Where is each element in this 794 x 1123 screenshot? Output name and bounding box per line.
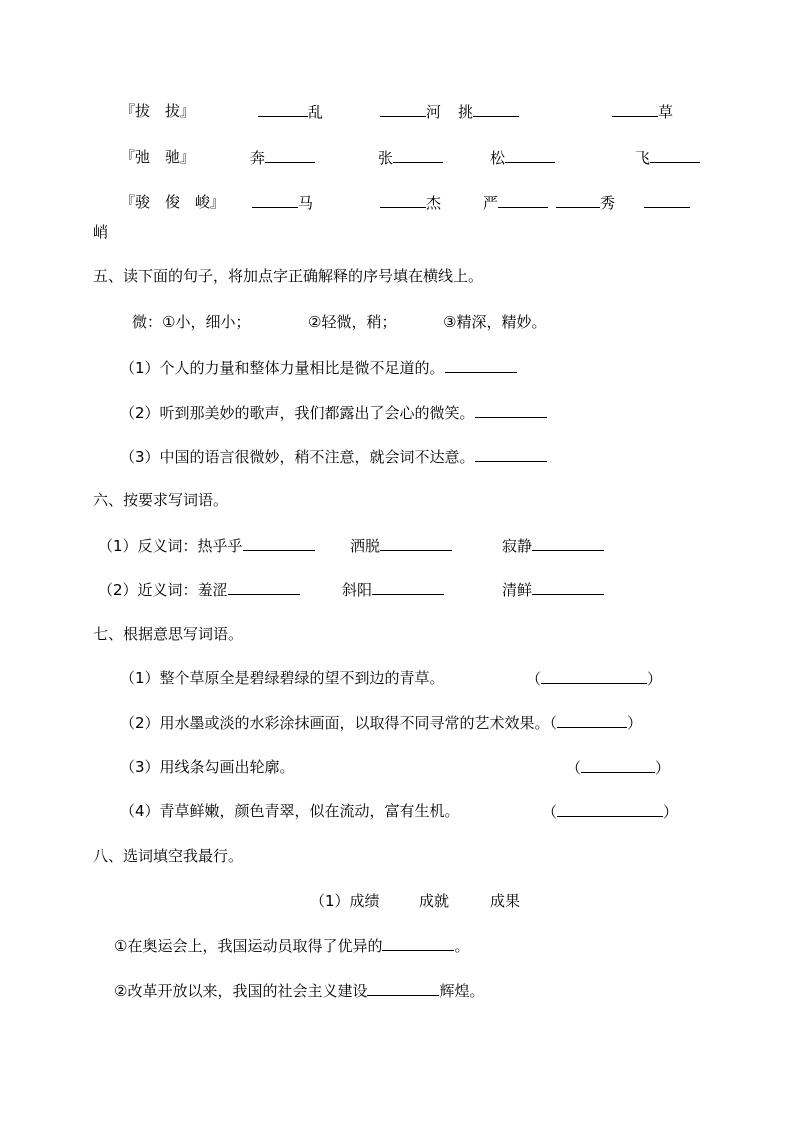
word-label: （2）近义词：羞涩 xyxy=(98,581,228,599)
blank-field[interactable] xyxy=(258,101,323,122)
char: 挑 xyxy=(458,103,474,121)
char: 奔 xyxy=(250,149,266,167)
char: 飞 xyxy=(635,149,651,167)
blank-field[interactable] xyxy=(378,147,443,168)
word-item xyxy=(350,535,452,556)
char: 杰 xyxy=(426,194,442,212)
blank-field[interactable] xyxy=(483,192,548,213)
section-heading: 五、读下面的句子，将加点字正确解释的序号填在横线上。 xyxy=(93,267,484,285)
word-label: 寂静 xyxy=(502,537,533,555)
blank-field[interactable] xyxy=(556,192,615,213)
answer-paren[interactable]: （ ） xyxy=(542,803,679,821)
answer-blank[interactable] xyxy=(532,579,604,595)
definition: 微：①小，细小； xyxy=(132,313,251,331)
blank-field[interactable] xyxy=(252,192,313,213)
char: 严 xyxy=(483,194,499,212)
question-text: （4）青草鲜嫩，颜色青翠，似在流动，富有生机。 xyxy=(120,802,460,820)
char: 马 xyxy=(298,194,314,212)
group-label: 『弛 驰』 xyxy=(120,148,196,166)
blank-field[interactable] xyxy=(380,101,441,122)
question-text: （1）个人的力量和整体力量相比是微不足道的。 xyxy=(120,359,445,377)
blank-field[interactable] xyxy=(490,147,555,168)
char: 松 xyxy=(490,149,506,167)
definition: ②轻微，稍； xyxy=(308,313,397,331)
answer-blank[interactable] xyxy=(532,535,604,551)
blank-field[interactable] xyxy=(635,147,700,168)
answer-blank[interactable] xyxy=(557,712,627,728)
question-item: （2）用水墨或淡的水彩涂抹画面，以取得不同寻常的艺术效果。（ ） xyxy=(120,714,643,732)
answer-blank[interactable] xyxy=(372,579,444,595)
blank-field[interactable] xyxy=(644,192,690,213)
answer-paren[interactable]: （ ） xyxy=(526,670,663,688)
answer-blank[interactable] xyxy=(228,579,300,595)
word-label: 清鲜 xyxy=(502,581,533,599)
choice-word: 成就 xyxy=(419,892,450,910)
question-text: （1）整个草原全是碧绿碧绿的望不到边的青草。 xyxy=(120,669,445,687)
blank-field[interactable] xyxy=(380,192,441,213)
choice-word: 成果 xyxy=(490,892,521,910)
char: 乱 xyxy=(308,103,324,121)
answer-blank[interactable] xyxy=(367,980,439,996)
answer-blank[interactable] xyxy=(475,402,547,418)
section-heading: 七、根据意思写词语。 xyxy=(93,625,244,643)
answer-blank[interactable] xyxy=(380,535,452,551)
question-item xyxy=(120,402,547,423)
char: 草 xyxy=(658,103,674,121)
question-item xyxy=(120,446,547,467)
word-label: （1）反义词：热乎乎 xyxy=(98,537,243,555)
answer-blank[interactable] xyxy=(382,935,454,951)
sentence-text: ②改革开放以来，我国的社会主义建设 xyxy=(114,982,368,1000)
answer-blank[interactable] xyxy=(475,446,547,462)
question-text: （2）听到那美妙的歌声，我们都露出了会心的微笑。 xyxy=(120,404,475,422)
blank-field[interactable] xyxy=(458,101,519,122)
choice-label: （1）成绩 xyxy=(310,892,380,910)
answer-paren[interactable]: （ ） xyxy=(566,759,671,777)
definition: ③精深，精妙。 xyxy=(443,313,547,331)
blank-field[interactable] xyxy=(250,147,315,168)
section-heading: 六、按要求写词语。 xyxy=(93,491,229,509)
word-item xyxy=(502,535,604,556)
answer-blank[interactable] xyxy=(243,535,315,551)
sentence: ①在奥运会上，我国运动员取得了优异的 。 xyxy=(114,937,470,955)
word-item xyxy=(98,535,315,556)
question-text: （3）用线条勾画出轮廓。 xyxy=(120,758,295,776)
sentence-text: ①在奥运会上，我国运动员取得了优异的 xyxy=(114,937,383,955)
group-label: 『骏 俊 峻』 xyxy=(120,193,226,211)
char: 峭 xyxy=(93,223,109,241)
char: 秀 xyxy=(600,194,616,212)
question-text: （2）用水墨或淡的水彩涂抹画面，以取得不同寻常的艺术效果。 xyxy=(120,714,550,732)
char: 河 xyxy=(426,103,442,121)
word-item xyxy=(98,579,300,600)
blank-field[interactable] xyxy=(612,101,673,122)
char: 张 xyxy=(378,149,394,167)
word-item xyxy=(502,579,604,600)
question-text: （3）中国的语言很微妙，稍不注意，就会词不达意。 xyxy=(120,448,475,466)
question-item xyxy=(120,357,517,378)
answer-blank[interactable] xyxy=(445,357,517,373)
word-item xyxy=(342,579,444,600)
group-label: 『拔 拔』 xyxy=(120,102,196,120)
section-heading: 八、选词填空我最行。 xyxy=(93,847,244,865)
sentence: ②改革开放以来，我国的社会主义建设 辉煌。 xyxy=(114,982,485,1000)
word-label: 洒脱 xyxy=(350,537,381,555)
word-label: 斜阳 xyxy=(342,581,373,599)
